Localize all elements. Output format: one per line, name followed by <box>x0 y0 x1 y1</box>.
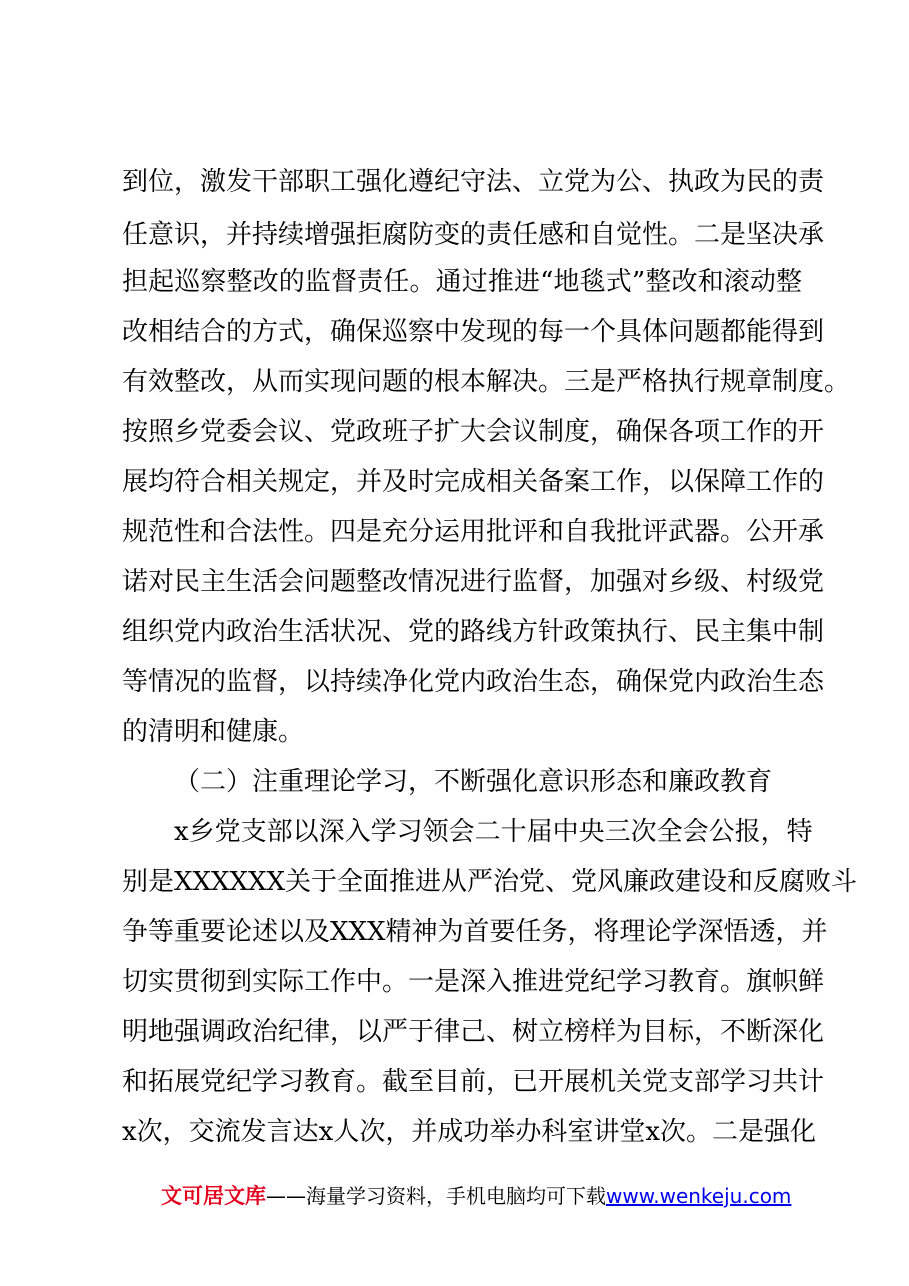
footer-brand: 文可居文库 <box>161 1184 266 1208</box>
body-line: 任意识，并持续增强拒腐防变的责任感和自觉性。二是坚决承 <box>122 220 825 250</box>
body-line: 展均符合相关规定，并及时完成相关备案工作，以保障工作的 <box>122 467 825 497</box>
body-line: 诺对民主生活会问题整改情况进行监督，加强对乡级、村级党 <box>122 567 825 597</box>
body-line: 等情况的监督，以持续净化党内政治生态，确保党内政治生态 <box>122 667 825 697</box>
footer-link[interactable]: www.wenkeju.com <box>606 1184 792 1208</box>
body-line: 别是XXXXXX关于全面推进从严治党、党风廉政建设和反腐败斗 <box>122 867 858 897</box>
body-line: 改相结合的方式，确保巡察中发现的每一个具体问题都能得到 <box>122 317 825 347</box>
body-line: 规范性和合法性。四是充分运用批评和自我批评武器。公开承 <box>122 517 825 547</box>
body-line: x乡党支部以深入学习领会二十届中央三次全会公报，特 <box>174 817 813 847</box>
body-line: 有效整改，从而实现问题的根本解决。三是严格执行规章制度。 <box>122 367 851 397</box>
footer-tagline: ——海量学习资料，手机电脑均可下载 <box>266 1184 606 1208</box>
body-line: 切实贯彻到实际工作中。一是深入推进党纪学习教育。旗帜鲜 <box>122 967 825 997</box>
body-line: 担起巡察整改的监督责任。通过推进“地毯式”整改和滚动整 <box>122 267 802 297</box>
body-line: 按照乡党委会议、党政班子扩大会议制度，确保各项工作的开 <box>122 417 825 447</box>
section-heading: （二）注重理论学习，不断强化意识形态和廉政教育 <box>174 767 773 797</box>
body-line: 明地强调政治纪律，以严于律己、树立榜样为目标，不断深化 <box>122 1017 825 1047</box>
body-line: 争等重要论述以及XXX精神为首要任务，将理论学深悟透，并 <box>122 917 828 947</box>
body-line: 和拓展党纪学习教育。截至目前，已开展机关党支部学习共计 <box>122 1067 825 1097</box>
body-line: 的清明和健康。 <box>122 717 305 747</box>
page-footer <box>161 1183 792 1209</box>
body-line: 到位，激发干部职工强化遵纪守法、立党为公、执政为民的责 <box>122 167 825 197</box>
body-line: x次，交流发言达x人次，并成功举办科室讲堂x次。二是强化 <box>122 1117 816 1147</box>
body-line: 组织党内政治生活状况、党的路线方针政策执行、民主集中制 <box>122 617 825 647</box>
